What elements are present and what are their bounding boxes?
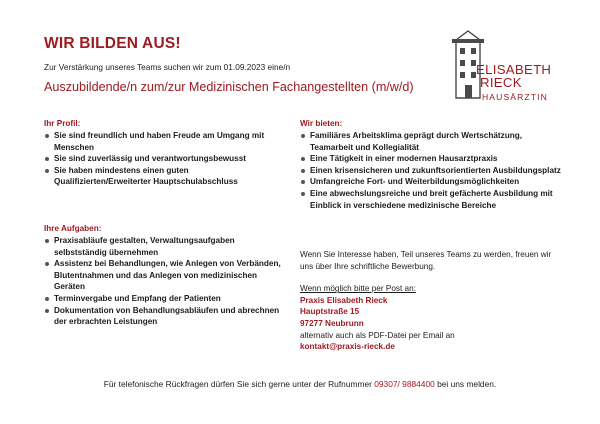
tasks-list [44, 235, 284, 328]
profile-title: Ihr Profil: [44, 119, 81, 128]
headline: WIR BILDEN AUS! [44, 35, 181, 52]
email-alternative: alternativ auch als PDF-Datei per Email an [300, 330, 455, 340]
list-item: Sie sind zuverlässig und verantwortungsbewusst [44, 153, 284, 165]
application-invite: Wenn Sie Interesse haben, Teil unseres Teams zu werden, freuen wir uns über Ihre schriftliche Bewerbung. [300, 250, 552, 271]
list-item: Familiäres Arbeitsklima geprägt durch Wertschätzung, Teamarbeit und Kollegialität [300, 130, 562, 153]
list-item: Eine abwechslungsreiche und breit gefächerte Ausbildung mit Einblick in verschiedene medizinische Bereiche [300, 188, 562, 211]
intro-text: Zur Verstärkung unseres Teams suchen wir zum 01.09.2023 eine/n [44, 62, 291, 72]
logo-first-name: ELISABETH [476, 62, 552, 77]
list-item: Einen krisensicheren und zukunftsorientierten Ausbildungsplatz [300, 165, 562, 177]
list-item: Sie sind freundlich und haben Freude am Umgang mit Menschen [44, 130, 284, 153]
logo-subtitle: HAUSÄRZTIN [482, 92, 548, 102]
practice-street: Hauptstraße 15 [300, 307, 360, 317]
offer-section [300, 119, 562, 211]
offer-list [300, 130, 562, 211]
list-item: Umfangreiche Fort- und Weiterbildungsmöglichkeiten [300, 176, 562, 188]
profile-section [44, 119, 284, 188]
practice-city: 97277 Neubrunn [300, 318, 364, 328]
tasks-section [44, 224, 284, 328]
tasks-title: Ihre Aufgaben: [44, 224, 102, 233]
email-link[interactable]: kontakt@praxis-rieck.de [300, 342, 395, 352]
list-item: Dokumentation von Behandlungsabläufen und abrechnen der erbrachten Leistungen [44, 305, 284, 328]
practice-name: Praxis Elisabeth Rieck [300, 295, 388, 305]
post-label: Wenn möglich bitte per Post an: [300, 284, 416, 294]
list-item: Praxisabläufe gestalten, Verwaltungsaufgaben selbstständig übernehmen [44, 235, 284, 258]
list-item: Eine Tätigkeit in einer modernen Hausarztpraxis [300, 153, 562, 165]
profile-list [44, 130, 284, 188]
footer [0, 379, 600, 389]
footer-text-after: bei uns melden. [437, 379, 497, 389]
list-item: Terminvergabe und Empfang der Patienten [44, 293, 284, 305]
list-item: Sie haben mindestens einen guten Qualifizierten/Erweiterter Hauptschulabschluss [44, 165, 284, 188]
position-title: Auszubildende/n zum/zur Medizinischen Fachangestellten (m/w/d) [44, 80, 414, 94]
logo-last-name: RIECK [480, 74, 522, 90]
offer-title: Wir bieten: [300, 119, 343, 128]
logo-name [476, 64, 551, 89]
application-section [300, 249, 562, 353]
phone-number[interactable]: 09307/ 9884400 [374, 379, 435, 389]
list-item: Assistenz bei Behandlungen, wie Anlegen von Verbänden, Blutentnahmen und das Anlegen von medizinischen Geräten [44, 258, 284, 293]
practice-logo [448, 30, 588, 100]
footer-text-before: Für telefonische Rückfragen dürfen Sie sich gerne unter der Rufnummer [103, 379, 372, 389]
